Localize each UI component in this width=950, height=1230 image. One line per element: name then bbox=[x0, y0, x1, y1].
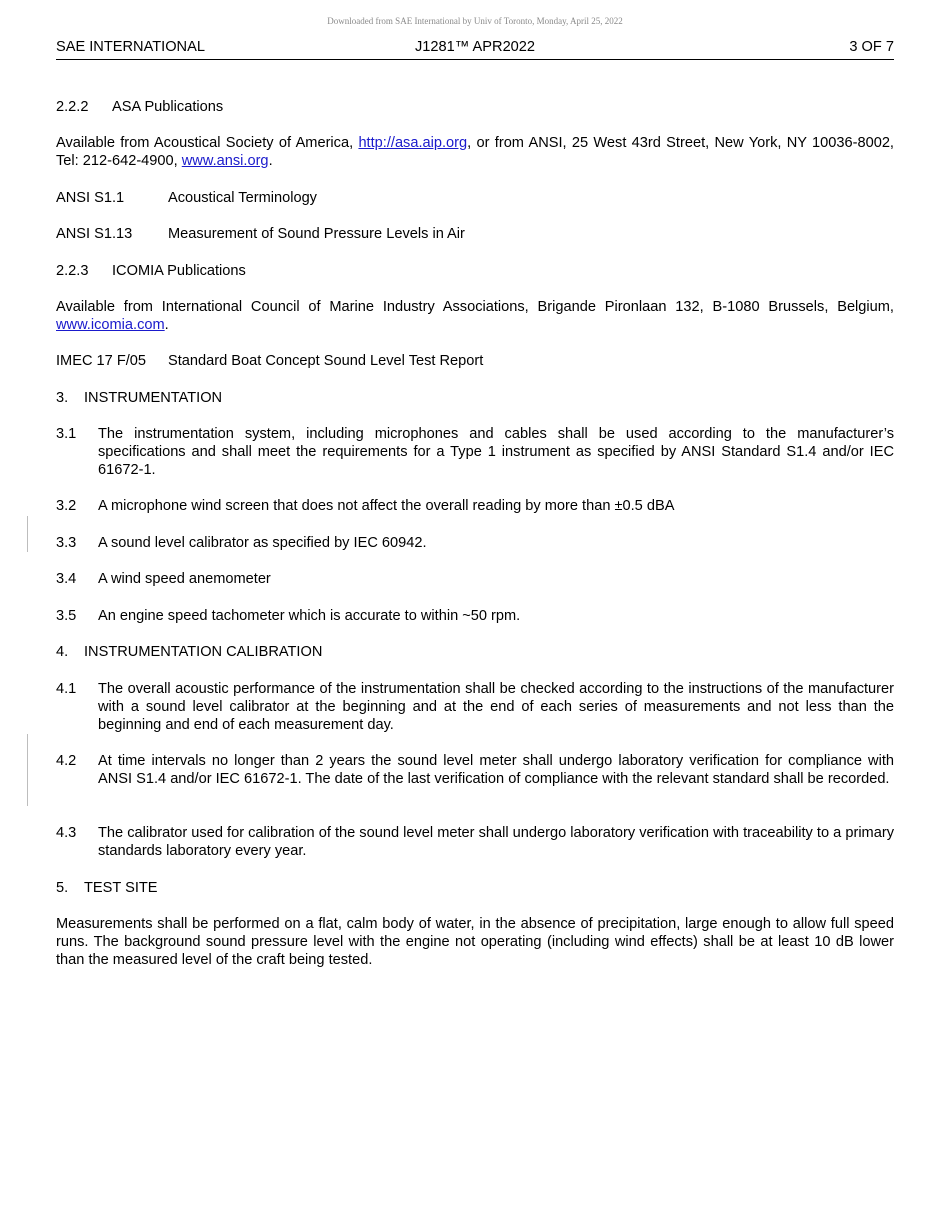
header-doc-id: J1281™ APR2022 bbox=[414, 39, 536, 55]
section-number: 4. bbox=[56, 644, 69, 660]
item-text: A microphone wind screen that does not affect the overall reading by more than ±0.5 dBA bbox=[98, 498, 675, 514]
list-item bbox=[56, 497, 894, 515]
list-item bbox=[56, 607, 894, 625]
item-number: 4.2 bbox=[56, 753, 77, 769]
section-2-2-3-heading bbox=[56, 262, 894, 280]
header-page-number: 3 OF 7 bbox=[849, 39, 894, 55]
icomia-link[interactable]: www.icomia.com bbox=[56, 317, 165, 333]
reference-title: Acoustical Terminology bbox=[168, 190, 317, 206]
paragraph-text: . bbox=[268, 153, 273, 169]
reference-code: ANSI S1.13 bbox=[56, 226, 133, 242]
asa-link[interactable]: http://asa.aip.org bbox=[358, 135, 468, 151]
reference-code: IMEC 17 F/05 bbox=[56, 353, 147, 369]
section-number: 2.2.2 bbox=[56, 99, 89, 115]
reference-entry bbox=[56, 352, 894, 370]
reference-entry bbox=[56, 225, 894, 243]
list-item bbox=[56, 752, 894, 788]
icomia-availability-paragraph bbox=[56, 298, 894, 334]
paragraph-text: , or from ANSI, 25 West 43rd Street, New York, NY 10036-8002, Tel: 212-642-4900, bbox=[56, 135, 894, 169]
item-number: 3.2 bbox=[56, 498, 77, 514]
section-3-heading bbox=[56, 389, 894, 407]
paragraph-text: Available from Acoustical Society of America, bbox=[56, 135, 359, 151]
reference-title: Measurement of Sound Pressure Levels in Air bbox=[168, 226, 465, 242]
item-text: The instrumentation system, including microphones and cables shall be used according to the manufacturer’s specifications and shall meet the requirements for a Type 1 instrument as specified by ANSI Standard S1.4 and/or IEC 61672-1. bbox=[98, 426, 894, 478]
asa-availability-paragraph bbox=[56, 134, 894, 170]
ansi-link[interactable]: www.ansi.org bbox=[181, 153, 269, 169]
section-number: 5. bbox=[56, 880, 69, 896]
item-text: A sound level calibrator as specified by IEC 60942. bbox=[98, 535, 427, 551]
list-item bbox=[56, 534, 894, 552]
revision-change-bar bbox=[27, 516, 28, 552]
item-text: An engine speed tachometer which is accurate to within ~50 rpm. bbox=[98, 608, 521, 624]
section-number: 3. bbox=[56, 390, 69, 406]
section-number: 2.2.3 bbox=[56, 263, 89, 279]
item-number: 4.1 bbox=[56, 681, 77, 697]
download-watermark: Downloaded from SAE International by Univ of Toronto, Monday, April 25, 2022 bbox=[327, 16, 623, 26]
reference-title: Standard Boat Concept Sound Level Test Report bbox=[168, 353, 484, 369]
item-number: 4.3 bbox=[56, 825, 77, 841]
list-item bbox=[56, 680, 894, 734]
revision-change-bar bbox=[27, 734, 28, 806]
list-item bbox=[56, 824, 894, 860]
item-number: 3.1 bbox=[56, 426, 77, 442]
test-site-paragraph: Measurements shall be performed on a flat, calm body of water, in the absence of precipitation, large enough to allow full speed runs. The background sound pressure level with the engine not operating (including wind effects) shall be at least 10 dB lower than the measured level of the craft being tested. bbox=[56, 916, 894, 968]
section-2-2-2-heading bbox=[56, 98, 894, 116]
section-title: ICOMIA Publications bbox=[112, 263, 246, 279]
list-item bbox=[56, 425, 894, 479]
paragraph-text: . bbox=[164, 317, 169, 333]
section-5-heading bbox=[56, 879, 894, 897]
item-text: A wind speed anemometer bbox=[98, 571, 271, 587]
section-title: ASA Publications bbox=[112, 99, 224, 115]
section-title: TEST SITE bbox=[84, 880, 158, 896]
item-number: 3.5 bbox=[56, 608, 77, 624]
item-text: The overall acoustic performance of the instrumentation shall be checked according to the instructions of the manufacturer with a sound level calibrator at the beginning and at the end of each series of measurements and not less than the beginning and end of each measurement day. bbox=[98, 681, 894, 733]
section-title: INSTRUMENTATION CALIBRATION bbox=[84, 644, 323, 660]
item-number: 3.4 bbox=[56, 571, 77, 587]
item-number: 3.3 bbox=[56, 535, 77, 551]
paragraph-text: Available from International Council of Marine Industry Associations, Brigande Pironlaan 132, B-1080 Brussels, Belgium, bbox=[56, 299, 894, 315]
list-item bbox=[56, 570, 894, 588]
reference-entry bbox=[56, 189, 894, 207]
header-org: SAE INTERNATIONAL bbox=[56, 39, 205, 55]
item-text: The calibrator used for calibration of the sound level meter shall undergo laboratory verification with traceability to a primary standards laboratory every year. bbox=[98, 825, 894, 859]
reference-code: ANSI S1.1 bbox=[56, 190, 125, 206]
section-title: INSTRUMENTATION bbox=[84, 390, 223, 406]
item-text: At time intervals no longer than 2 years the sound level meter shall undergo laboratory verification for compliance with ANSI S1.4 and/or IEC 61672-1. The date of the last verification of compliance with the relevant standard shall be recorded. bbox=[98, 753, 894, 787]
section-4-heading bbox=[56, 643, 894, 661]
page-header bbox=[56, 39, 894, 60]
